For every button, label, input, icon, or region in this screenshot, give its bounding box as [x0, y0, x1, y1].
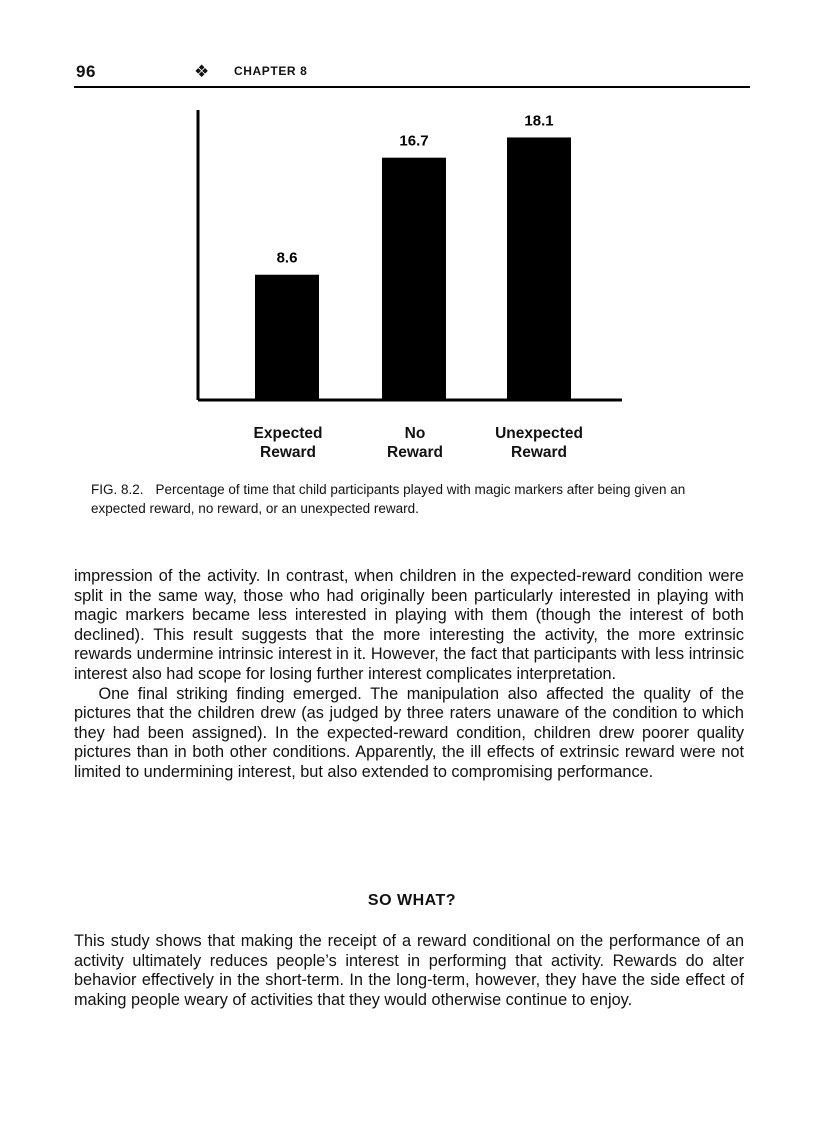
x-category-label-line: Reward — [260, 444, 316, 461]
bar-1 — [255, 275, 319, 399]
page-number: 96 — [76, 62, 96, 81]
figure-label: FIG. 8.2. — [91, 482, 144, 497]
x-category-label-1 — [223, 424, 353, 462]
x-category-label-line: Expected — [253, 425, 323, 442]
section-body — [74, 932, 744, 1010]
figure-caption — [91, 480, 741, 518]
running-head: CHAPTER 8 — [234, 64, 308, 78]
x-category-label-line: Unexpected — [495, 425, 583, 442]
paragraph: This study shows that making the receipt of a reward conditional on the performance of an activity ultimately reduces people’s interest in performing that activity. Rewards do alter behavior effectively in the short-term. In the long-term, however, they have the side effect of making people weary of activities that they would otherwise continue to enjoy. — [74, 932, 744, 1009]
data-label-1: 8.6 — [276, 249, 298, 267]
data-label-3: 18.1 — [524, 112, 554, 130]
bar-2 — [382, 158, 446, 399]
page-header — [74, 62, 750, 84]
header-rule — [74, 86, 750, 88]
figure-caption-text: Percentage of time that child participants played with magic markers after being given an expected reward, no reward, or an unexpected reward. — [91, 482, 686, 516]
data-label-2: 16.7 — [399, 132, 429, 150]
x-category-label-line: No — [404, 425, 426, 442]
paragraph: One final striking finding emerged. The manipulation also affected the quality of the pictures that the children drew (as judged by three raters unaware of the condition to which they had been assigned). In the expected-reward condition, children drew poorer quality pictures than in both other conditions. Apparently, the ill effects of extrinsic reward were not limited to undermining interest, but also extended to compromising performance. — [74, 684, 744, 781]
x-category-label-line: Reward — [511, 444, 567, 461]
body-text — [74, 567, 744, 783]
bars-group — [255, 112, 571, 399]
bar-chart — [190, 108, 630, 408]
section-heading: SO WHAT? — [367, 892, 457, 909]
x-category-label-3 — [474, 424, 604, 462]
diamond-ornament-icon: ❖ — [194, 62, 210, 81]
bar-3 — [507, 137, 571, 399]
x-category-label-line: Reward — [387, 444, 443, 461]
x-category-label-2 — [350, 424, 480, 462]
paragraph: impression of the activity. In contrast, when children in the expected-reward condition were split in the same way, those who had originally been particularly interested in playing with magic markers became less interested in playing with them (though the interest of both declined). This result suggests that the more interesting the activity, the more extrinsic rewards undermine intrinsic interest in it. However, the fact that participants with less intrinsic interest also had scope for losing further interest complicates interpretation. — [74, 567, 744, 683]
